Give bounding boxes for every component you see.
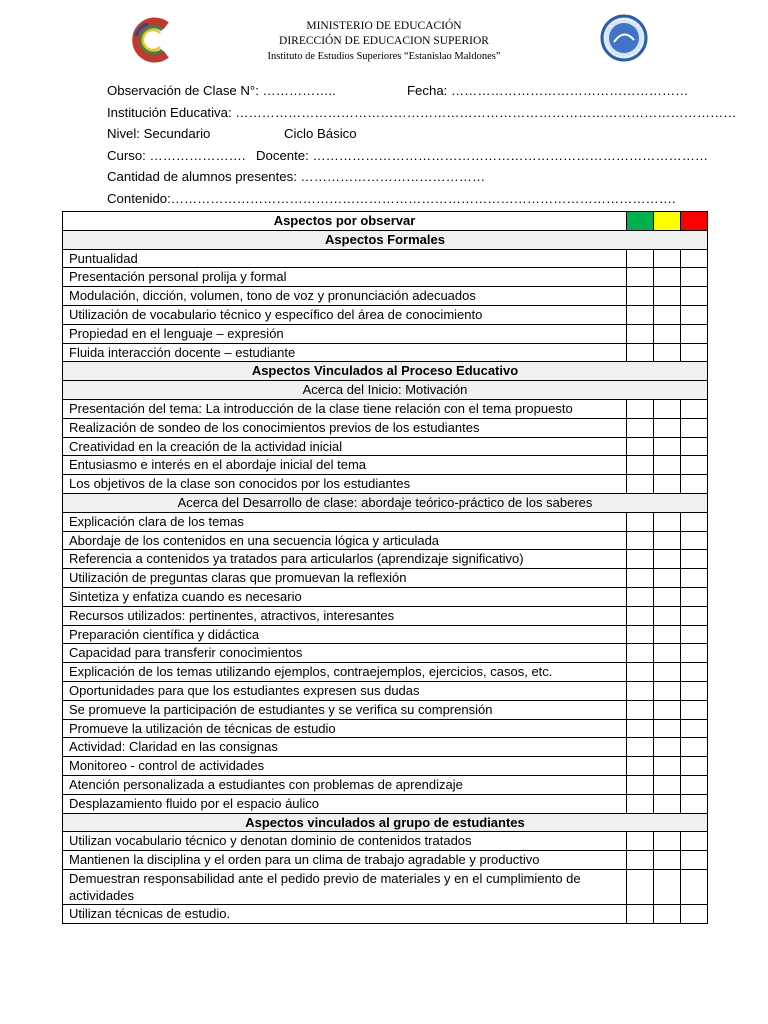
aspect-label: Propiedad en el lenguaje – expresión [63,324,627,343]
subsection-start-title: Acerca del Inicio: Motivación [63,381,708,400]
subsection-development-title-row [63,493,708,512]
section-process-title: Aspectos Vinculados al Proceso Educativo [63,362,708,381]
green-check-cell[interactable] [627,268,654,287]
table-row [63,869,708,904]
red-check-cell[interactable] [681,719,708,738]
table-header: Aspectos por observar [63,212,627,231]
red-check-cell[interactable] [681,324,708,343]
green-check-cell[interactable] [627,418,654,437]
green-check-cell[interactable] [627,587,654,606]
aspect-label: Preparación científica y didáctica [63,625,627,644]
aspect-label: Capacidad para transferir conocimientos [63,644,627,663]
aspect-label: Presentación del tema: La introducción de la clase tiene relación con el tema propuesto [63,399,627,418]
level-field: Nivel: Secundario [107,126,211,142]
table-row [63,587,708,606]
yellow-header-cell [654,212,681,231]
yellow-check-cell[interactable] [654,851,681,870]
red-check-cell[interactable] [681,904,708,923]
aspect-label: Se promueve la participación de estudiantes y se verifica su comprensión [63,700,627,719]
table-row [63,475,708,494]
table-row [63,456,708,475]
aspect-label: Recursos utilizados: pertinentes, atractivos, interesantes [63,606,627,625]
section-process-title-row [63,362,708,381]
yellow-check-cell[interactable] [654,700,681,719]
green-check-cell[interactable] [627,904,654,923]
green-check-cell[interactable] [627,794,654,813]
aspect-label: Los objetivos de la clase son conocidos por los estudiantes [63,475,627,494]
red-check-cell[interactable] [681,587,708,606]
yellow-check-cell[interactable] [654,531,681,550]
green-header-cell [627,212,654,231]
red-check-cell[interactable] [681,757,708,776]
table-row [63,719,708,738]
green-check-cell[interactable] [627,832,654,851]
table-row [63,550,708,569]
section-students-title: Aspectos vinculados al grupo de estudiantes [63,813,708,832]
table-row [63,663,708,682]
aspect-label: Entusiasmo e interés en el abordaje inicial del tema [63,456,627,475]
green-check-cell[interactable] [627,625,654,644]
red-check-cell[interactable] [681,268,708,287]
cycle-field: Ciclo Básico [284,126,357,142]
red-check-cell[interactable] [681,663,708,682]
aspect-label: Referencia a contenidos ya tratados para articularlos (aprendizaje significativo) [63,550,627,569]
table-row [63,625,708,644]
aspect-label: Abordaje de los contenidos en una secuencia lógica y articulada [63,531,627,550]
red-check-cell[interactable] [681,305,708,324]
observation-fields [107,80,737,210]
yellow-check-cell[interactable] [654,681,681,700]
subsection-development-title: Acerca del Desarrollo de clase: abordaje teórico-práctico de los saberes [63,493,708,512]
red-check-cell[interactable] [681,531,708,550]
green-check-cell[interactable] [627,719,654,738]
table-row [63,418,708,437]
green-check-cell[interactable] [627,681,654,700]
course-field[interactable]: Curso: …………………. [107,147,246,163]
red-check-cell[interactable] [681,644,708,663]
red-check-cell[interactable] [681,606,708,625]
aspect-label: Creatividad en la creación de la actividad inicial [63,437,627,456]
red-check-cell[interactable] [681,550,708,569]
yellow-check-cell[interactable] [654,550,681,569]
students-count-field[interactable]: Cantidad de alumnos presentes: …………………………………… [107,169,486,185]
red-check-cell[interactable] [681,869,708,904]
red-check-cell[interactable] [681,832,708,851]
red-check-cell[interactable] [681,249,708,268]
yellow-check-cell[interactable] [654,343,681,362]
yellow-check-cell[interactable] [654,832,681,851]
content-field[interactable]: Contenido:……………………………………………………………………………………………………. [107,190,676,206]
table-row [63,832,708,851]
green-check-cell[interactable] [627,475,654,494]
yellow-check-cell[interactable] [654,869,681,904]
aspect-label: Explicación de los temas utilizando ejemplos, contraejemplos, ejercicios, casos, etc. [63,663,627,682]
table-row [63,305,708,324]
table-row [63,343,708,362]
yellow-check-cell[interactable] [654,512,681,531]
red-check-cell[interactable] [681,475,708,494]
yellow-check-cell[interactable] [654,757,681,776]
yellow-check-cell[interactable] [654,268,681,287]
table-row [63,644,708,663]
table-row [63,851,708,870]
red-check-cell[interactable] [681,681,708,700]
section-formal-title: Aspectos Formales [63,230,708,249]
red-check-cell[interactable] [681,418,708,437]
aspect-label: Realización de sondeo de los conocimientos previos de los estudiantes [63,418,627,437]
yellow-check-cell[interactable] [654,606,681,625]
table-row [63,531,708,550]
green-check-cell[interactable] [627,851,654,870]
green-check-cell[interactable] [627,663,654,682]
table-row [63,287,708,306]
aspect-label: Fluida interacción docente – estudiante [63,343,627,362]
seal-logo-icon [600,14,648,62]
table-row [63,794,708,813]
green-check-cell[interactable] [627,456,654,475]
aspect-label: Utilización de preguntas claras que promuevan la reflexión [63,569,627,588]
yellow-check-cell[interactable] [654,305,681,324]
aspect-label: Explicación clara de los temas [63,512,627,531]
green-check-cell[interactable] [627,249,654,268]
green-check-cell[interactable] [627,775,654,794]
aspect-label: Utilización de vocabulario técnico y específico del área de conocimiento [63,305,627,324]
aspect-label: Utilizan técnicas de estudio. [63,904,627,923]
green-check-cell[interactable] [627,644,654,663]
table-row [63,700,708,719]
red-check-cell[interactable] [681,794,708,813]
yellow-check-cell[interactable] [654,644,681,663]
table-row [63,324,708,343]
red-check-cell[interactable] [681,437,708,456]
red-check-cell[interactable] [681,512,708,531]
green-check-cell[interactable] [627,757,654,776]
ministry-title: MINISTERIO DE EDUCACIÓN [306,20,462,32]
document-header [0,14,768,70]
yellow-check-cell[interactable] [654,794,681,813]
green-check-cell[interactable] [627,531,654,550]
green-check-cell[interactable] [627,437,654,456]
yellow-check-cell[interactable] [654,456,681,475]
green-check-cell[interactable] [627,738,654,757]
table-row [63,437,708,456]
yellow-check-cell[interactable] [654,775,681,794]
aspect-label: Demuestran responsabilidad ante el pedido previo de materiales y en el cumplimiento de actividades [63,869,627,904]
green-check-cell[interactable] [627,569,654,588]
table-row [63,268,708,287]
yellow-check-cell[interactable] [654,287,681,306]
red-check-cell[interactable] [681,287,708,306]
green-check-cell[interactable] [627,550,654,569]
yellow-check-cell[interactable] [654,719,681,738]
subsection-start-title-row [63,381,708,400]
yellow-check-cell[interactable] [654,418,681,437]
yellow-check-cell[interactable] [654,399,681,418]
aspect-label: Oportunidades para que los estudiantes expresen sus dudas [63,681,627,700]
yellow-check-cell[interactable] [654,625,681,644]
yellow-check-cell[interactable] [654,587,681,606]
table-row [63,399,708,418]
observation-table [62,211,708,924]
table-row [63,904,708,923]
aspect-label: Desplazamiento fluido por el espacio áulico [63,794,627,813]
institute-title: Instituto de Estudios Superiores “Estanislao Maldones” [267,51,501,62]
table-row [63,775,708,794]
green-check-cell[interactable] [627,343,654,362]
yellow-check-cell[interactable] [654,663,681,682]
green-check-cell[interactable] [627,869,654,904]
table-row [63,569,708,588]
green-check-cell[interactable] [627,305,654,324]
aspect-label: Sintetiza y enfatiza cuando es necesario [63,587,627,606]
yellow-check-cell[interactable] [654,904,681,923]
green-check-cell[interactable] [627,512,654,531]
table-row [63,512,708,531]
aspect-label: Promueve la utilización de técnicas de estudio [63,719,627,738]
green-check-cell[interactable] [627,606,654,625]
section-students-title-row [63,813,708,832]
date-field[interactable]: Fecha: ……………………………………………… [407,83,689,98]
table-row [63,606,708,625]
aspect-label: Actividad: Claridad en las consignas [63,738,627,757]
yellow-check-cell[interactable] [654,437,681,456]
table-row [63,249,708,268]
red-check-cell[interactable] [681,775,708,794]
green-check-cell[interactable] [627,324,654,343]
table-row [63,681,708,700]
red-check-cell[interactable] [681,399,708,418]
direction-title: DIRECCIÓN DE EDUCACION SUPERIOR [279,35,489,47]
section-formal-title-row [63,230,708,249]
red-check-cell[interactable] [681,738,708,757]
aspect-label: Atención personalizada a estudiantes con problemas de aprendizaje [63,775,627,794]
aspect-label: Utilizan vocabulario técnico y denotan dominio de contenidos tratados [63,832,627,851]
yellow-check-cell[interactable] [654,738,681,757]
red-check-cell[interactable] [681,700,708,719]
yellow-check-cell[interactable] [654,249,681,268]
yellow-check-cell[interactable] [654,324,681,343]
red-check-cell[interactable] [681,569,708,588]
aspect-label: Mantienen la disciplina y el orden para un clima de trabajo agradable y productivo [63,851,627,870]
green-check-cell[interactable] [627,287,654,306]
red-check-cell[interactable] [681,456,708,475]
institution-field[interactable]: Institución Educativa: …………………………………………………………………………………………………… [107,104,737,120]
table-row [63,738,708,757]
teacher-field[interactable]: Docente: ……………………………………………………………………………… [256,147,709,163]
yellow-check-cell[interactable] [654,569,681,588]
red-check-cell[interactable] [681,343,708,362]
green-check-cell[interactable] [627,700,654,719]
aspect-label: Monitoreo - control de actividades [63,757,627,776]
green-check-cell[interactable] [627,399,654,418]
yellow-check-cell[interactable] [654,475,681,494]
table-header-row [63,212,708,231]
red-check-cell[interactable] [681,851,708,870]
aspect-label: Modulación, dicción, volumen, tono de voz y pronunciación adecuados [63,287,627,306]
aspect-label: Puntualidad [63,249,627,268]
aspect-label: Presentación personal prolija y formal [63,268,627,287]
table-row [63,757,708,776]
red-header-cell [681,212,708,231]
observation-number-field[interactable]: Observación de Clase N°: …………….. [107,83,336,98]
red-check-cell[interactable] [681,625,708,644]
